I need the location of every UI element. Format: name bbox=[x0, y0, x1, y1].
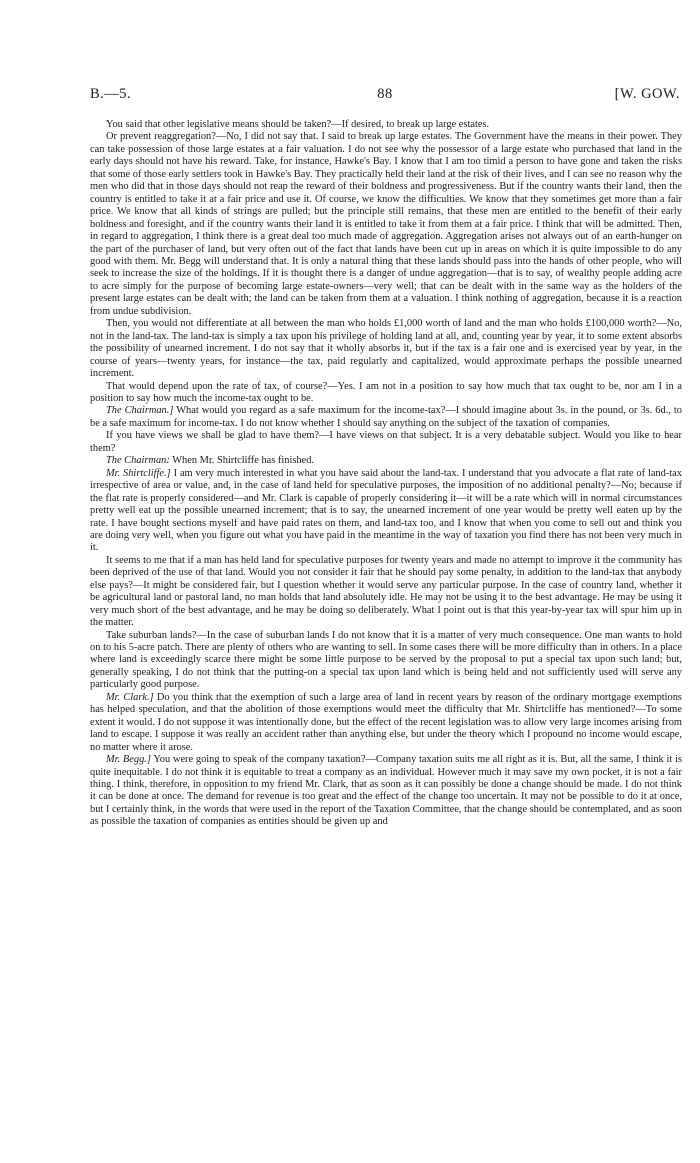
paragraph bbox=[90, 692, 682, 754]
speaker: Mr. Clark.] bbox=[106, 691, 154, 703]
paragraph-text: It seems to me that if a man has held land for speculative purposes for twenty years and made no attempt to improve it the community has been deprived of the use of that land. Would you not consider it fair that he should pay some penalty, in addition to the land-tax that anybody else pays?—It might be considered fair, but I question whether it would serve any particular purpose. In the case of country land, whether it be agricultural land or pastoral land, no man holds that land absolutely idle. He may not be using it to the best advantage. He may be using it very much short of the best advantage, and he may be doing so deliberately. What I point out is that this year-by-year tax will spur him up in the matter. bbox=[90, 554, 682, 629]
paragraph bbox=[90, 455, 682, 467]
speaker: The Chairman.] bbox=[106, 405, 174, 417]
evidence-text bbox=[90, 119, 682, 829]
paragraph-text: What would you regard as a safe maximum for the income-tax?—I should imagine about 3s. in the pound, or 3s. 6d., to be a safe maximum for income-tax. I do not know whether I should say anything on the subject of the taxation of companies. bbox=[90, 405, 682, 429]
paragraph-text: Do you think that the exemption of such a large area of land in recent years by reason of the ordinary mortgage exemptions has helped speculation, and that the abolition of those exemptions would meet the difficulty that Mr. Shirtcliffe has mentioned?—To some extent it would. I do not suppose it was intentionally done, but the effect of the recent legislation was to allow very large incomes arising from land to escape. I suppose it was really an accident rather than anything else, but under the theory which I propound no income would escape, no matter where it arose. bbox=[90, 691, 682, 753]
paragraph bbox=[90, 131, 682, 318]
paragraph-text: You said that other legislative means should be taken?—If desired, to break up large estates. bbox=[106, 119, 490, 130]
paragraph bbox=[90, 555, 682, 630]
page-header bbox=[90, 86, 680, 106]
paragraph bbox=[90, 318, 682, 380]
paragraph bbox=[90, 468, 682, 555]
speaker: The Chairman: bbox=[106, 455, 170, 467]
witness-name: [W. GOW. bbox=[614, 86, 680, 102]
speaker: Mr. Shirtcliffe.] bbox=[106, 467, 171, 479]
report-reference: B.—5. bbox=[90, 86, 132, 102]
paragraph-text: That would depend upon the rate of tax, of course?—Yes. I am not in a position to say how much that tax ought to be, nor am I in a position to say how much the income-tax ought to be. bbox=[90, 380, 682, 404]
speaker: Mr. Begg.] bbox=[106, 754, 151, 766]
paragraph bbox=[90, 405, 682, 430]
paragraph-text: Or prevent reaggregation?—No, I did not say that. I said to break up large estates. The Government have the means in their power. They can take possession of those large estates at a fair valuation. I do not see why the possessor of a large estate who purchased that land in the early days should not have his reward. Take, for instance, Hawke's Bay. I know that I am too timid a person to have gone and taken the risks that some of those early settlers took in Hawke's Bay. They practically held their land at the risk of their lives, and I can see no reason why the men who did that in those days should not reap the reward of their boldness and progressiveness. But if the country wants their land, then the country is entitled to take it at a fair price and use it. Of course, we know the difficulties. We know that they sometimes get more than a fair price. We know that all kinds of strings are pulled; but the principle still remains, that these men are entitled to the benefit of their early boldness and foresight, and if the country wants their land it is entitled to take it from them at a fair price. I think that will be admitted. Then, in regard to aggregation, I think there is a great deal too much made of aggregation. Aggregation arises not always out of an earth-hunger on the part of the purchaser of land, but very often out of the fact that lands have been cut up in areas on which it is quite impossible to do any good with them. Mr. Begg will understand that. It is only a natural thing that these lands should pass into the hands of other people, who will seek to increase the size of the holdings. If it is thought there is a danger of undue aggregation—that is to say, of wealthy people adding acre to acre simply for the purpose of becoming large estate-owners—very well; that can be dealt with in the same way as the holders of the present large estates can be dealt with; the land can be taken from them at a valuation. I think nothing of aggregation, because it is a reaction from undue subdivision. bbox=[90, 131, 682, 317]
page-number: 88 bbox=[377, 86, 393, 102]
paragraph bbox=[90, 381, 682, 406]
paragraph-text: When Mr. Shirtcliffe has finished. bbox=[172, 455, 315, 467]
paragraph bbox=[90, 119, 682, 131]
paragraph-text: Take suburban lands?—In the case of suburban lands I do not know that it is a matter of very much consequence. One man wants to hold on to his 5-acre patch. There are plenty of others who are wanting to sell. In some cases there will be more difficulty than in others. In a place where land is exceedingly scarce there might be some little purpose to be served by the proposal to put a special tax upon such land; but, generally speaking, I do not think that the putting-on a special tax upon land which is being held and not sufficiently used will serve any particularly good purpose. bbox=[90, 629, 682, 691]
paragraph bbox=[90, 430, 682, 455]
paragraph bbox=[90, 630, 682, 692]
paragraph-text: Then, you would not differentiate at all between the man who holds £1,000 worth of land and the man who holds £100,000 worth?—No, not in the land-tax. The land-tax is simply a tax upon his privilege of holding land at all, and, counting year by year, it to some extent absorbs the possibility of unearned increment. I do not say that it wholly absorbs it, but if the tax is a fair one and is exercised year by year, in the course of years—twenty years, for instance—the tax, paid regularly and capitalized, would approximate perhaps the possible unearned increment. bbox=[90, 318, 682, 380]
paragraph-text: I am very much interested in what you have said about the land-tax. I understand that you advocate a flat rate of land-tax irrespective of area or value, and, in the case of land held for speculative purposes, the imposition of no additional penalty?—No; because if the flat rate is properly considered—and Mr. Clark is capable of properly considering it—it will be a rate which will in normal circumstances pretty well eat up the possible unearned increment; that is to say, the unearned increment of one year would be pretty well eaten up by the rate. I have bought sections myself and have paid rates on them, and land-tax too, and I know that when you come to sell out and think you are doing very well, when you figure out what you have paid in the meantime in the way of taxation you find there has not been very much in it. bbox=[90, 467, 682, 554]
paragraph bbox=[90, 754, 682, 829]
paragraph-text: You were going to speak of the company taxation?—Company taxation suits me all right as it is. But, all the same, I think it is quite inequitable. I do not think it is equitable to treat a company as an individual. However much it may save my own pocket, it is not a fair thing. I think, therefore, in opposition to my friend Mr. Clark, that as soon as it can possibly be done a change should be made. I do not think it can be done at once. The demand for revenue is too great and the effect of the change too uncertain. It may not be possible to do it at once, but I certainly think, in the words that were used in the report of the Taxation Committee, that the change should be contemplated, and as soon as possible the taxation of companies as entities should be given up and bbox=[90, 754, 682, 828]
paragraph-text: If you have views we shall be glad to have them?—I have views on that subject. It is a very debatable subject. Would you like to hear them? bbox=[90, 430, 682, 454]
